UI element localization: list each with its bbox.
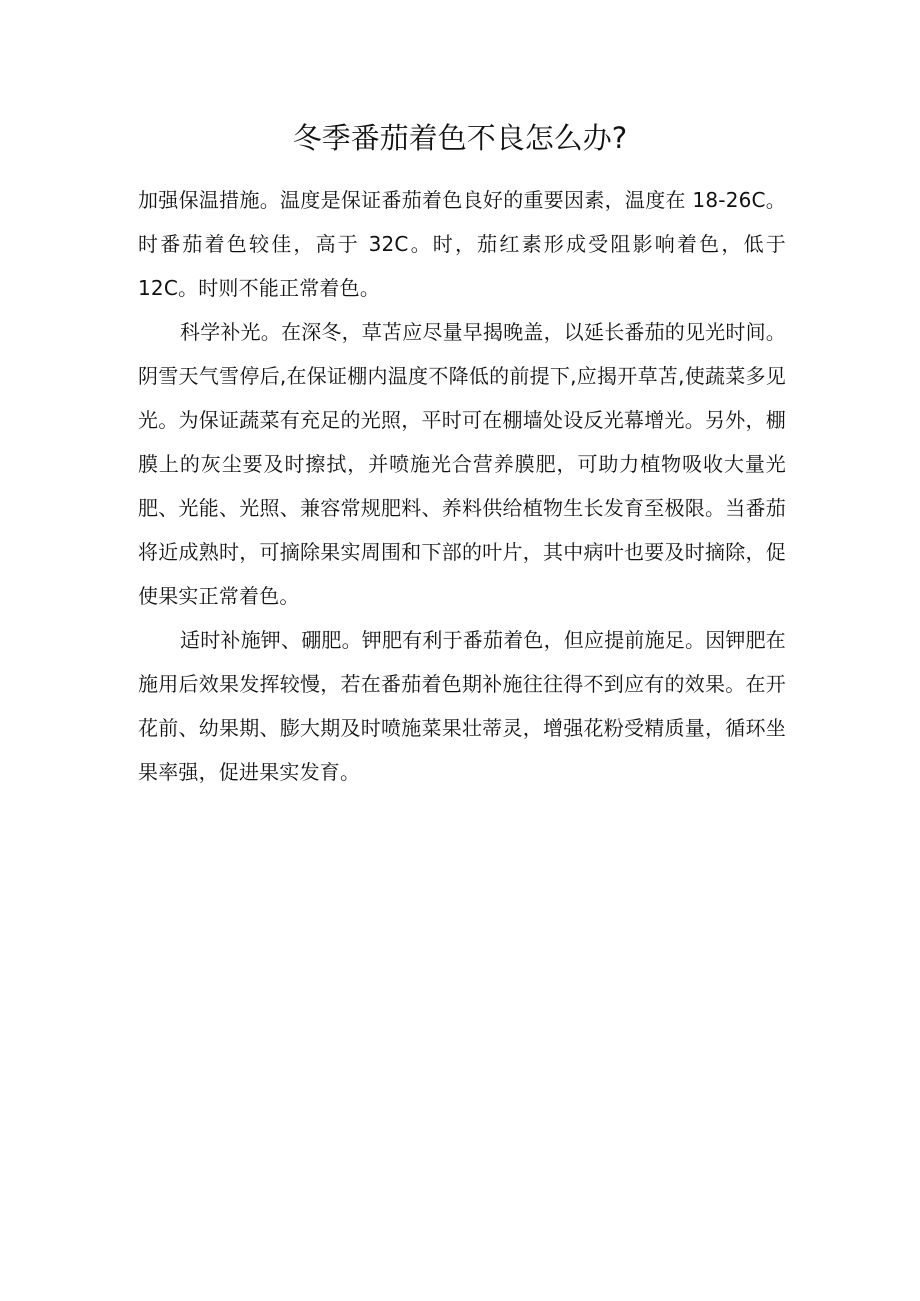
paragraph-fertilizer: 适时补施钾、硼肥。钾肥有利于番茄着色，但应提前施足。因钾肥在施用后效果发挥较慢，若在番茄着色期补施往往得不到应有的效果。在开花前、幼果期、膨大期及时喷施菜果壮蒂灵，增强花粉受精质量，循环坐果率强，促进果实发育。 <box>138 628 786 784</box>
document-body <box>138 178 786 794</box>
paragraph-insulation: 加强保温措施。温度是保证番茄着色良好的重要因素，温度在 18-26C。时番茄着色较佳，高于 32C。时，茄红素形成受阻影响着色，低于 12C。时则不能正常着色。 <box>138 188 786 300</box>
document-title: 冬季番茄着色不良怎么办? <box>292 121 628 155</box>
paragraph-light: 科学补光。在深冬，草苫应尽量早揭晚盖，以延长番茄的见光时间。阴雪天气雪停后,在保证棚内温度不降低的前提下,应揭开草苫,使蔬菜多见光。为保证蔬菜有充足的光照，平时可在棚墙处设反光幕增光。另外，棚膜上的灰尘要及时擦拭，并喷施光合营养膜肥，可助力植物吸收大量光肥、光能、光照、兼容常规肥料、养料供给植物生长发育至极限。当番茄将近成熟时，可摘除果实周围和下部的叶片，其中病叶也要及时摘除，促使果实正常着色。 <box>138 320 786 608</box>
